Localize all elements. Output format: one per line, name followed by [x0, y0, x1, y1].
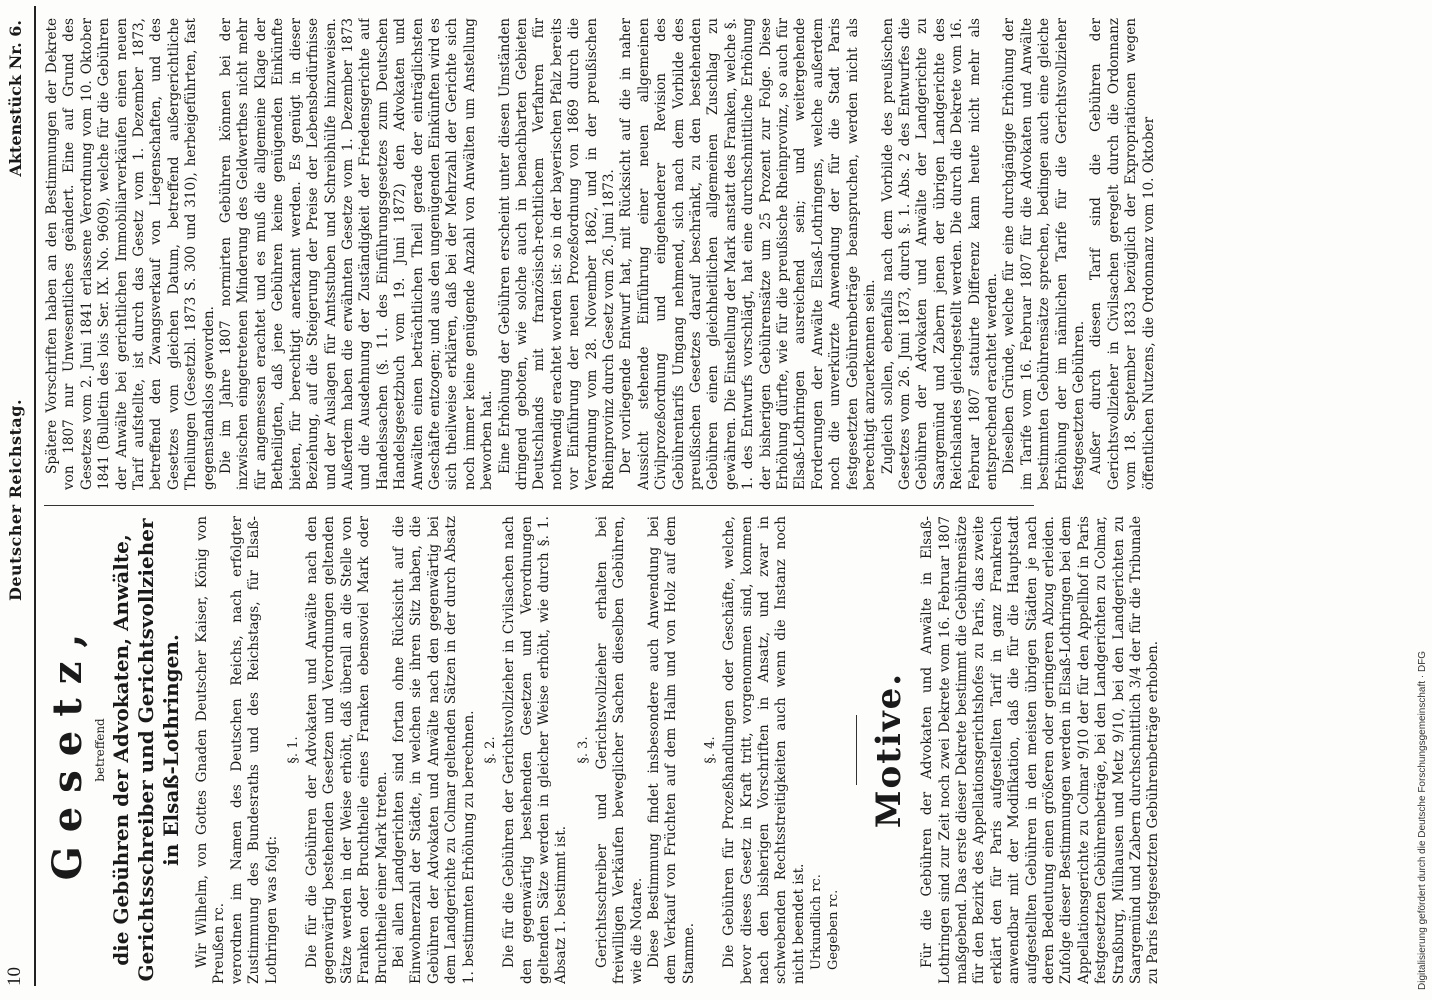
motive-heading: Motive. [869, 671, 910, 829]
section-paragraph: Bei allen Landgerichten sind fortan ohne Rücksicht auf die Einwohnerzahl der Städte, in welchen sie ihren Sitz haben, die Gebühren der Advokaten und Anwälte nach den gegenwärtig bei dem Landgerichte zu Colmar geltenden Sätzen in der durch Absatz 1. bestimmten Erhöhung zu berechnen. [391, 516, 477, 984]
motive-paragraph: Zugleich sollen, ebenfalls nach dem Vorbilde des preußischen Gesetzes vom 26. Juni 1873, durch §. 1. Abs. 2 des Entwurfes die Gebühren der Advokaten und Anwälte der Landgerichte zu Saargemünd und Zabern jenen der übrigen Landgerichte des Reichslandes gleichgestellt werden. Die durch die Dekrete vom 16. Februar 1807 statuirte Differenz kann heute nicht mehr als entsprechend erachtet werden. [879, 18, 1000, 490]
motive-paragraph: Spätere Vorschriften haben an den Bestimmungen der Dekrete von 1807 nur Unwesentliches geändert. Eine auf Grund des Gesetzes vom 2. Juni 1841 erlassene Verordnung vom 10. Oktober 1841 (Bulletin des lois Ser. IX. No. 9609), welche für die Gebühren der Anwälte bei gerichtlichen Immobiliarverkäufen einen neuen Tarif aufstellte, ist durch das Gesetz vom 1. Dezember 1873, betreffend den Zwangsverkauf von Liegenschaften, und des Gesetzes vom gleichen Datum, betreffend außergerichtliche Theilungen (Gesetzbl. 1873 S. 300 und 310), herbeigeführten, fast gegenstandslos geworden. [44, 18, 217, 490]
motive-paragraph: Für die Gebühren der Advokaten und Anwälte in Elsaß-Lothringen sind zur Zeit noch zwei Dekrete vom 16. Februar 1807 maßgebend. Das erste dieser Dekrete bestimmt die Gebührensätze für den Bezirk des Appellationsgerichtshofes zu Paris, das zweite erklärt den für Paris aufgestellten Tarif in ganz Frankreich anwendbar mit der Modifikation, daß die für die Hauptstadt aufgestellten Gebühren in den meisten übrigen Städten je nach deren Bedeutung einen größeren oder geringeren Abzug erleiden. Zufolge dieser Bestimmungen werden in Elsaß-Lothringen bei dem Appellationsgerichte zu Colmar 9/10 der für den Appellhof in Paris festgesetzten Gebührenbeträge, bei den Landgerichten zu Colmar, Straßburg, Mülhausen und Metz 9/10, bei den Landgerichten zu Saargemünd und Zabern durchschnittlich 3/4 der für die Tribunale zu Paris festgesetzten Gebührenbeträge erhoben. [919, 516, 1162, 984]
closing-line: Urkundlich rc. [809, 874, 825, 970]
law-subtitle: die Gebühren der Advokaten, Anwälte, Gerichtsschreiber und Gerichtsvollzieher in Elsaß-Lothringen. [109, 518, 183, 982]
right-column [44, 18, 1404, 490]
motive-paragraph: Der vorliegende Entwurf hat, mit Rücksicht auf die in naher Aussicht stehende Einführung einer neuen allgemeinen Civilprozeßordnung und eingehenderer Revision des Gebührentarifs Umgang nehmend, sich nach dem Vorbilde des preußischen Gesetzes darauf beschränkt, zu den bestehenden Gebühren einen gleichheitlichen allgemeinen Zuschlag zu gewähren. Die Einstellung der Mark anstatt des Franken, welche §. 1. des Entwurfs vorschlägt, hat eine durchschnittliche Erhöhung der bisherigen Gebührensätze um 25 Prozent zur Folge. Diese Erhöhung dürfte, wie für die preußische Rheinprovinz, so auch für Elsaß-Lothringen ausreichend sein; und weitergehende Forderungen der Anwälte Elsaß-Lothringens, welche außerdem noch die unverkürzte Anwendung der für die Stadt Paris festgesetzten Gebührenbeträge beanspruchen, werden nicht als berechtigt anzuerkennen sein. [618, 18, 879, 490]
section-heading: §. 4. [703, 736, 719, 764]
motive-paragraph: Die im Jahre 1807 normirten Gebühren können bei der inzwischen eingetretenen Minderung des Geldwerthes nicht mehr für angemessen erachtet und es muß die allgemeine Klage der Betheiligten, daß jene Gebühren keine genügenden Einkünfte bieten, für berechtigt anerkannt werden. Es genügt in dieser Beziehung, auf die Steigerung der Preise der Lebensbedürfnisse und der Auslagen für Amtsstuben und Schreibhülfe hinzuweisen. Außerdem haben die erwähnten Gesetze vom 1. Dezember 1873 und die Ausdehnung der Zuständigkeit der Friedensgerichte auf Handelssachen (§. 11. des Einführungsgesetzes zum Deutschen Handelsgesetzbuch vom 19. Juni 1872) den Advokaten und Anwälten einen beträchtlichen Theil gerade der einträglichsten Geschäfte entzogen; und aus den ungenügenden Einkünften wird es sich theilweise erklären, daß bei der Mehrzahl der Gerichte sich noch immer keine genügende Anzahl von Anwälten um Anstellung beworben hat. [218, 18, 496, 490]
section-paragraph: Diese Bestimmung findet insbesondere auch Anwendung bei dem Verkauf von Früchten auf dem Halm und von Holz auf dem Stamme. [645, 516, 697, 984]
closing-line: Gegeben rc. [826, 889, 842, 970]
enactment-clause: verordnen im Namen des Deutschen Reichs, nach erfolgter Zustimmung des Bundesraths und des Reichstags, für Elsaß-Lothringen was folgt: [228, 516, 280, 984]
section-heading: §. 2. [483, 736, 499, 764]
page-number: 10 [4, 967, 25, 986]
law-title: Gesetz, [44, 619, 91, 881]
column-rule [44, 505, 1034, 506]
section-heading: §. 3. [575, 736, 591, 764]
section-paragraph: Gerichtsschreiber und Gerichtsvollzieher erhalten bei freiwilligen Verkäufen beweglicher Sachen dieselben Gebühren, wie die Notare. [593, 516, 645, 984]
motive-paragraph: Eine Erhöhung der Gebühren erscheint unter diesen Umständen dringend geboten, wie solche auch in benachbarten Gebieten Deutschlands mit französisch-rechtlichem Verfahren für nothwendig erachtet worden ist: so in der bayerischen Pfalz bereits vor Einführung der neuen Prozeßordnung von 1869 durch die Verordnung vom 28. November 1862, und in der preußischen Rheinprovinz durch Gesetz vom 26. Juni 1873. [496, 18, 617, 490]
section-paragraph: Die für die Gebühren der Advokaten und Anwälte nach den gegenwärtig bestehenden Gesetzen und Verordnungen geltenden Sätze werden in der Weise erhöht, daß überall an die Stelle von Franken oder Bruchtheile eines Franken ebensoviel Mark oder Bruchtheile einer Mark treten. [304, 516, 390, 984]
running-header-title: Deutscher Reichstag. [6, 398, 25, 602]
law-subtitle-small: betreffend [93, 718, 107, 782]
left-column [44, 516, 1404, 984]
section-heading: §. 1. [286, 736, 302, 764]
page-header [0, 0, 34, 1000]
document-number: Aktenstück Nr. 6. [6, 20, 25, 177]
motive-paragraph: Außer durch diesen Tarif sind die Gebühren der Gerichtsvollzieher in Civilsachen geregelt durch die Ordonnanz vom 18. September 1833 bezüglich der Expropriationen wegen öffentlichen Nutzens, die Ordonnanz vom 10. Oktober [1088, 18, 1157, 490]
section-divider [856, 715, 857, 785]
header-rule [34, 6, 36, 986]
section-paragraph: Die Gebühren für Prozeßhandlungen oder Geschäfte, welche, bevor dieses Gesetz in Kraft tritt, vorgenommen sind, kommen nach den bisherigen Vorschriften in Ansatz, und zwar in schwebenden Rechtsstreitigkeiten auch wenn die Instanz noch nicht beendet ist. [721, 516, 807, 984]
motive-paragraph: Dieselben Gründe, welche für eine durchgängige Erhöhung der im Tarife vom 16. Februar 1807 für die Advokaten und Anwälte bestimmten Gebührensätze sprechen, bedingen auch eine gleiche Erhöhung der im nämlichen Tarife für die Gerichtsvollzieher festgesetzten Gebühren. [1001, 18, 1087, 490]
digitization-credit [1414, 0, 1432, 1000]
preamble: Wir Wilhelm, von Gottes Gnaden Deutscher Kaiser, König von Preußen rc. [194, 516, 228, 984]
section-paragraph: Die für die Gebühren der Gerichtsvollzieher in Civilsachen nach den gegenwärtig bestehenden Gesetzen und Verordnungen geltenden Sätze werden in gleicher Weise erhöht, wie durch §. 1. Absatz 1. bestimmt ist. [501, 516, 570, 984]
credit-text: Digitalisierung gefördert durch die Deutsche Forschungsgemeinschaft · DFG [1417, 650, 1428, 990]
